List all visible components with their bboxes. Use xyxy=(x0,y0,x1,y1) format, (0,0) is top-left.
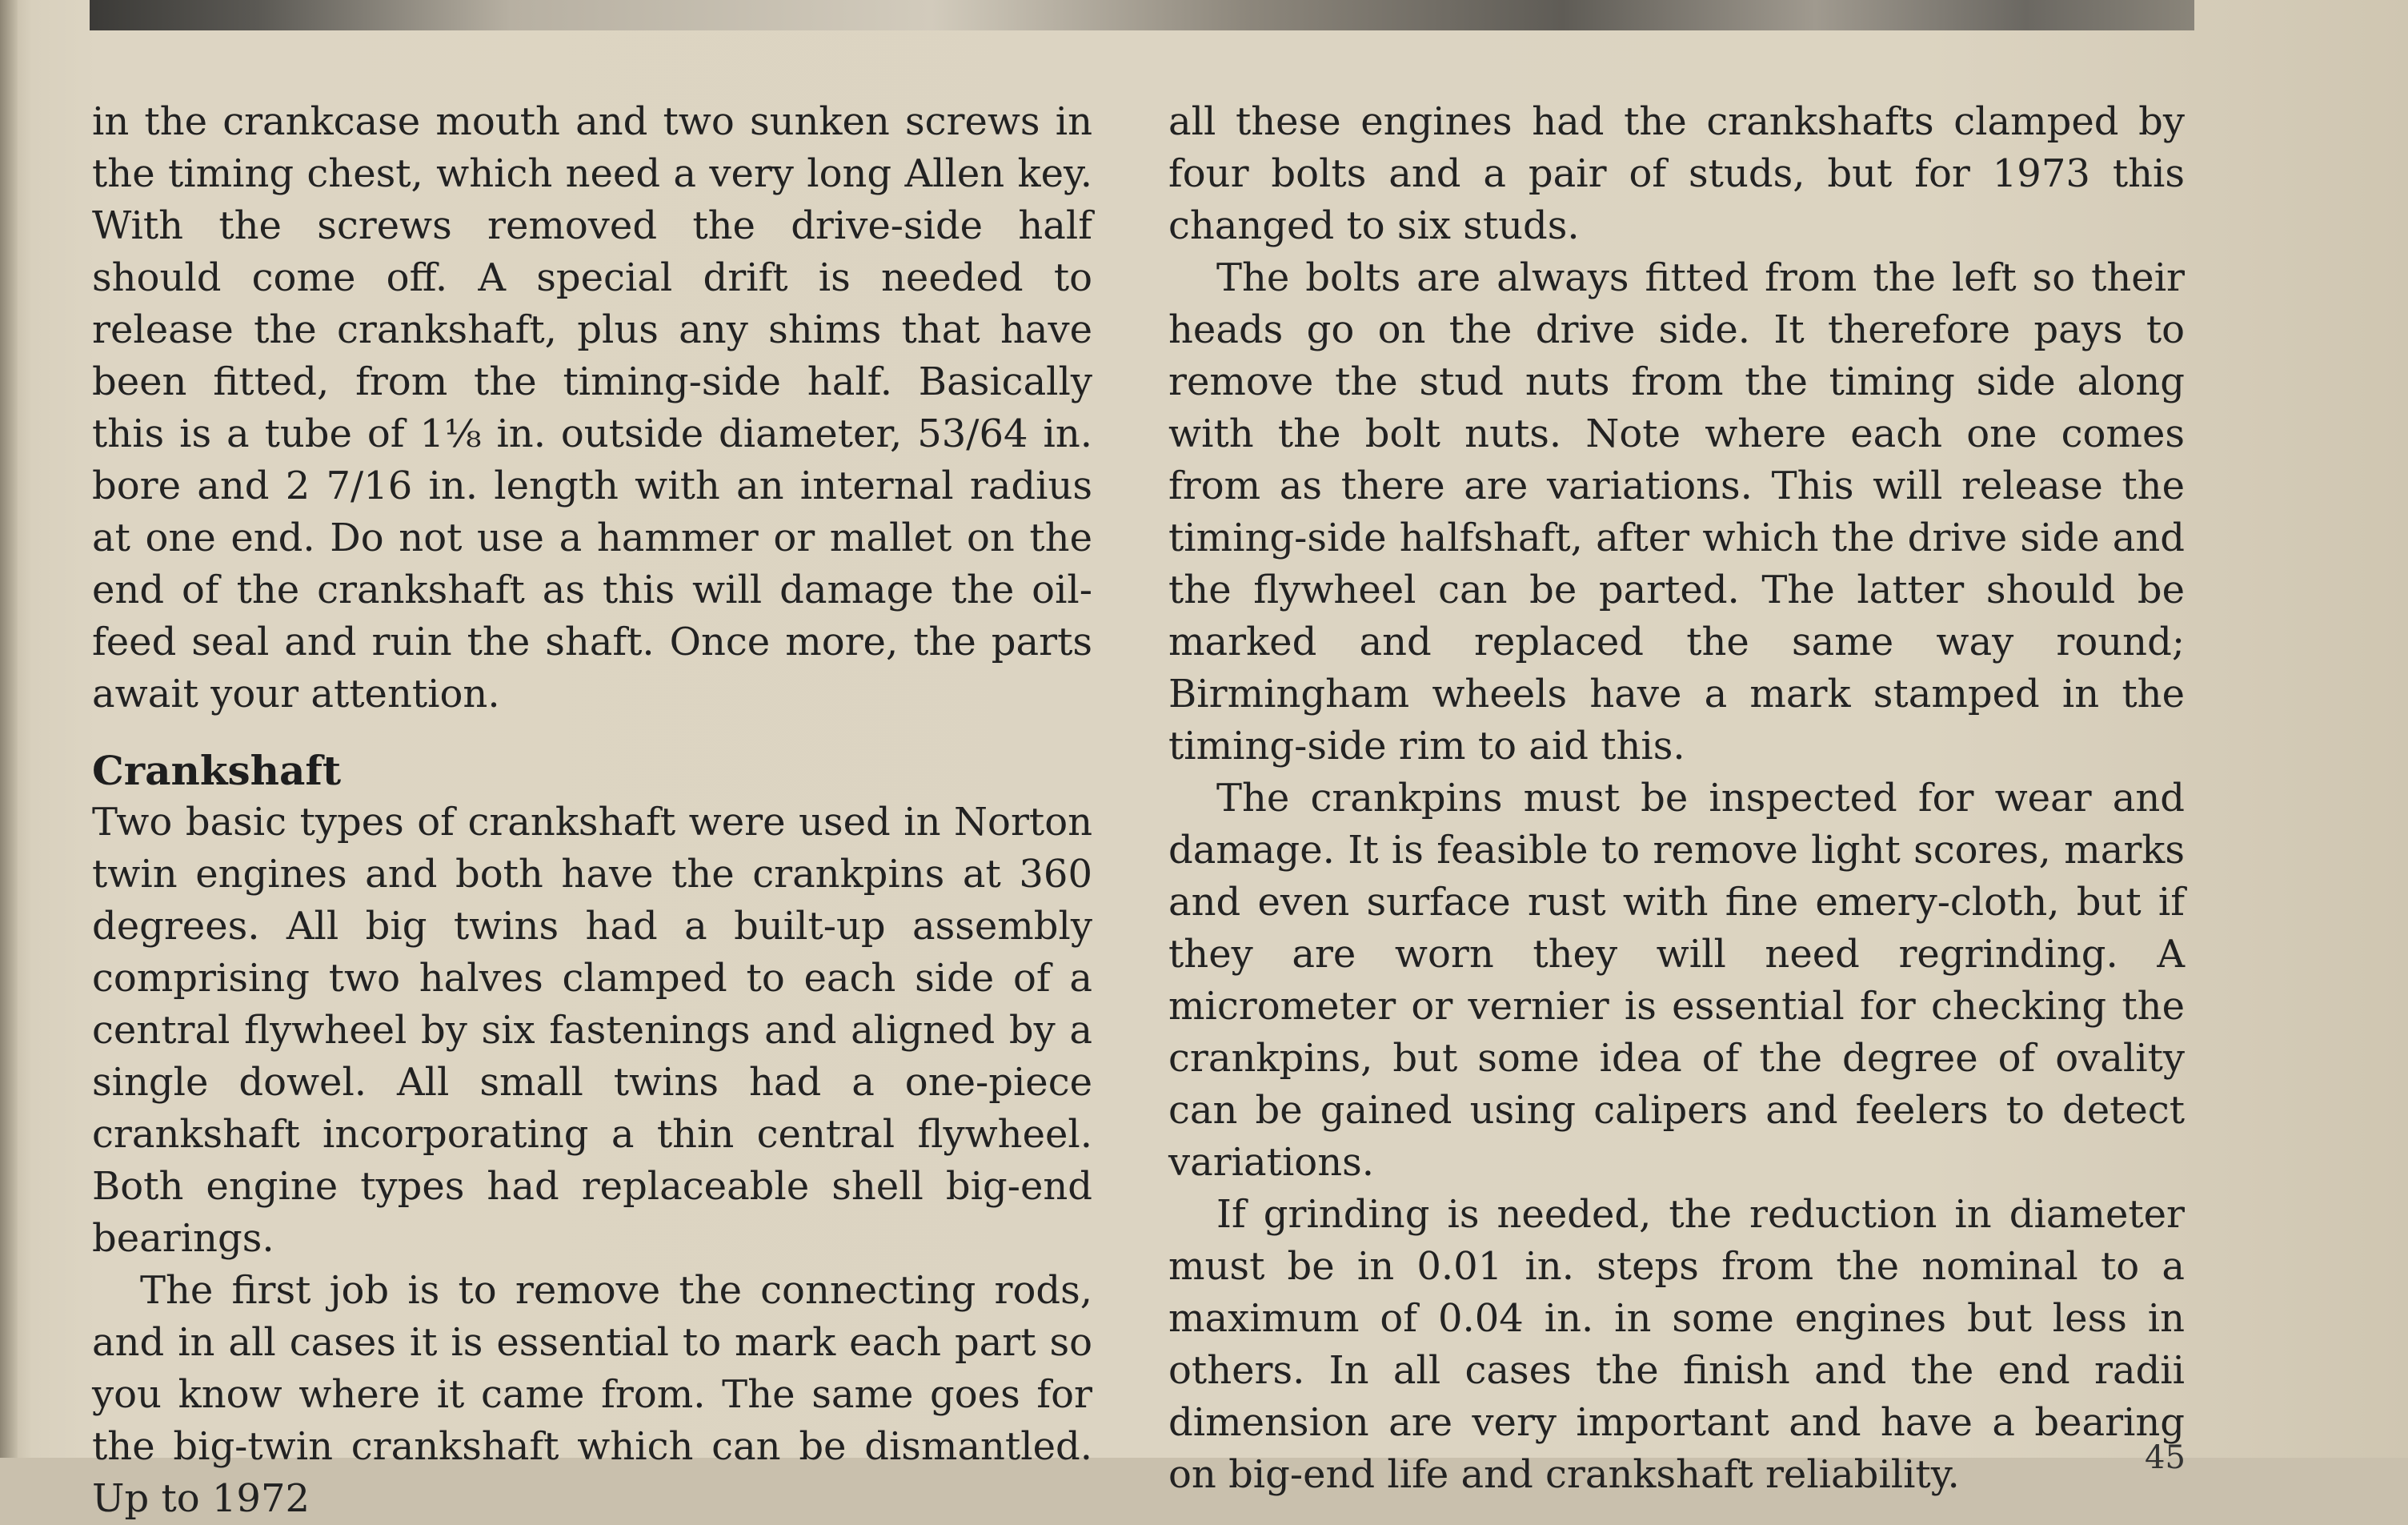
right-paragraph-4: If grinding is needed, the reduction in diameter must be in 0.01 in. steps from the nominal to a maximum of 0.04 in. in some engines but less in others. In all cases the finish and the end radii dimension are very important and have a bearing on big-end life and crankshaft reliability. xyxy=(1168,1192,2185,1497)
book-gutter xyxy=(0,0,18,1458)
left-paragraph-2: Two basic types of crankshaft were used in Norton twin engines and both have the crankpins at 360 degrees. All big twins had a built-up assembly comprising two halves clamped to each side of a central flywheel by six fastenings and aligned by a single dowel. All small twins had a one-piece crankshaft incorporating a thin central flywheel. Both engine types had replaceable shell big-end bearings. xyxy=(92,800,1092,1261)
section-heading-crankshaft: Crankshaft xyxy=(92,747,342,794)
right-paragraph-1: all these engines had the crankshafts clamped by four bolts and a pair of studs, but for 1973 this changed to six studs. xyxy=(1168,99,2185,248)
right-column xyxy=(1168,96,2185,1501)
left-paragraph-3: The first job is to remove the connecting rods, and in all cases it is essential to mark each part so you know where it came from. The same goes for the big-twin crankshaft which can be dismantled. Up to 1972 xyxy=(92,1268,1092,1521)
photo-edge xyxy=(90,0,2194,30)
page-number: 45 xyxy=(2145,1439,2186,1476)
right-paragraph-2: The bolts are always fitted from the left so their heads go on the drive side. It therefore pays to remove the stud nuts from the timing side along with the bolt nuts. Note where each one comes from as there are variations. This will release the timing-side halfshaft, after which the drive side and the flywheel can be parted. The latter should be marked and replaced the same way round; Birmingham wheels have a mark stamped in the timing-side rim to aid this. xyxy=(1168,255,2185,769)
right-paragraph-3: The crankpins must be inspected for wear and damage. It is feasible to remove light scores, marks and even surface rust with fine emery-cloth, but if they are worn they will need regrinding. A micrometer or vernier is essential for checking the crankpins, but some idea of the degree of ovality can be gained using calipers and feelers to detect variations. xyxy=(1168,776,2185,1185)
left-paragraph-1: in the crankcase mouth and two sunken screws in the timing chest, which need a very long Allen key. With the screws removed the drive-side half should come off. A special drift is needed to release the crankshaft, plus any shims that have been fitted, from the timing-side half. Basically this is a tube of 1⅛ in. outside diameter, 53/64 in. bore and 2 7/16 in. length with an internal radius at one end. Do not use a hammer or mallet on the end of the crankshaft as this will damage the oil-feed seal and ruin the shaft. Once more, the parts await your attention. xyxy=(92,99,1092,716)
left-column xyxy=(92,96,1092,1525)
